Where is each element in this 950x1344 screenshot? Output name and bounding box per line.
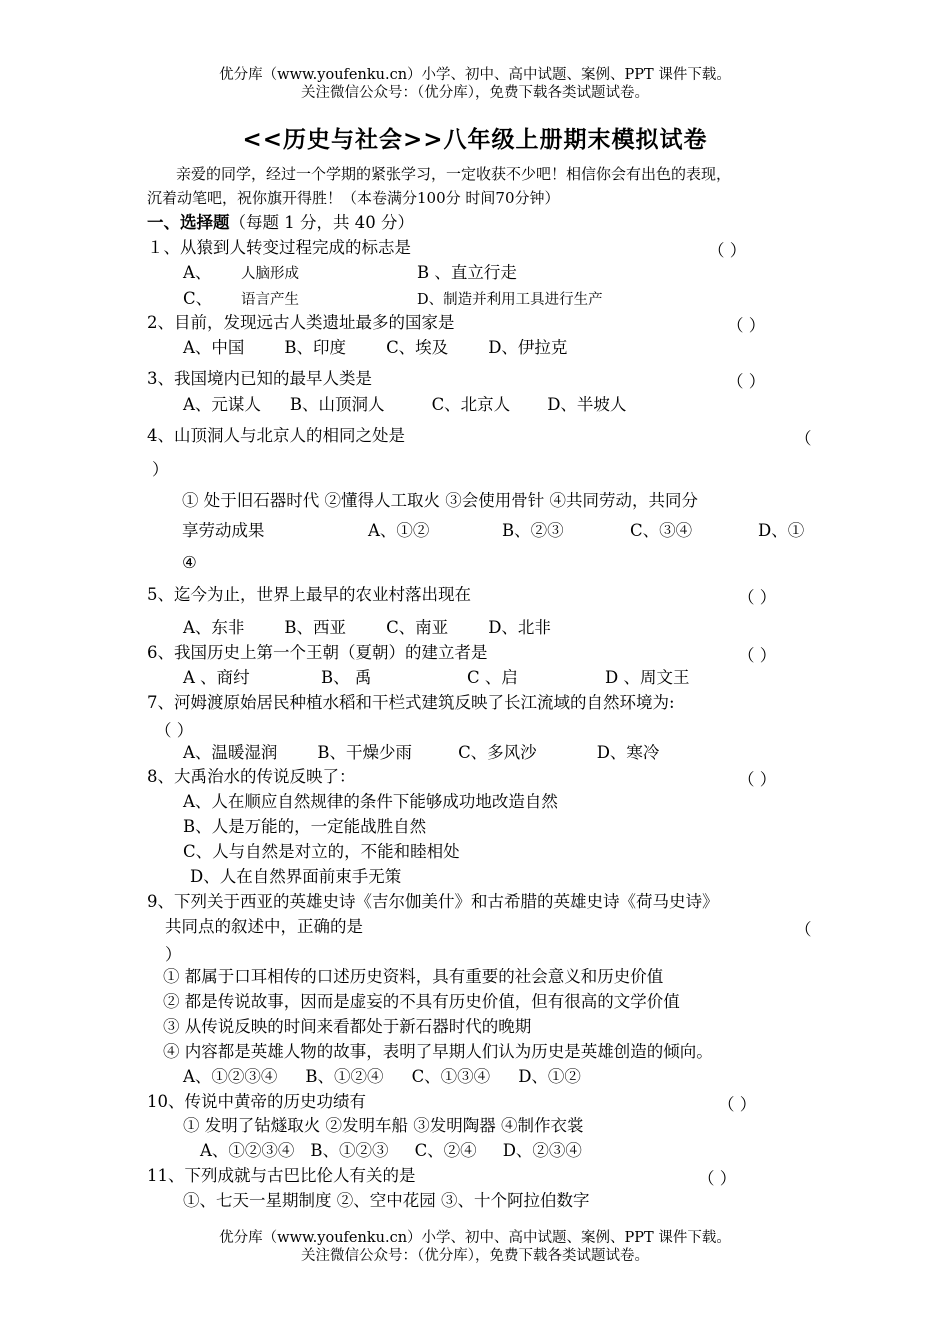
question-8-option-a: A、人在顺应自然规律的条件下能够成功地改造自然 <box>183 792 558 811</box>
question-4-stem: 4、山顶洞人与北京人的相同之处是 <box>147 426 405 445</box>
question-3-options <box>183 394 626 416</box>
question-3-option-d: D、半坡人 <box>547 395 627 414</box>
question-6-option-c: C 、启 <box>467 668 518 687</box>
question-10-options <box>200 1140 582 1162</box>
question-2-answer-blank: （ ） <box>727 316 766 335</box>
question-6-option-b: B、 禹 <box>321 668 372 687</box>
question-5-options <box>183 617 551 639</box>
question-8-option-b: B、人是万能的，一定能战胜自然 <box>183 817 427 836</box>
question-7-stem: 7、河姆渡原始居民种植水稻和干栏式建筑反映了长江流域的自然环境为: <box>147 693 675 712</box>
question-1-option-a-text: 人脑形成 <box>241 266 299 282</box>
question-9-stem: 9、下列关于西亚的英雄史诗《吉尔伽美什》和古希腊的英雄史诗《荷马史诗》 <box>147 892 719 911</box>
section-heading <box>147 212 414 234</box>
section-note: （每题 1 分，共 40 分） <box>229 213 414 232</box>
question-2-option-a: A、中国 <box>183 338 245 357</box>
question-5-option-b: B、西亚 <box>284 618 347 637</box>
page-title: <<历史与社会>>八年级上册期末模拟试卷 <box>242 126 708 153</box>
question-5-option-d: D、北非 <box>488 618 551 637</box>
question-9-statement-1: ① 都属于口耳相传的口述历史资料，具有重要的社会意义和历史价值 <box>163 967 664 986</box>
question-2-stem: 2、目前，发现远古人类遗址最多的国家是 <box>147 313 455 332</box>
question-3-stem: 3、我国境内已知的最早人类是 <box>147 369 372 388</box>
question-7-option-b: B、干燥少雨 <box>317 743 413 762</box>
question-8-answer-blank: （ ） <box>738 770 777 789</box>
question-9-option-d: D、①② <box>518 1067 581 1086</box>
question-7-option-a: A、温暖湿润 <box>183 743 278 762</box>
question-4-answer-blank-close: ） <box>152 460 169 479</box>
footer-line-2: 关注微信公众号：（优分库），免费下载各类试题试卷。 <box>301 1248 649 1264</box>
question-1-stem: １、从猿到人转变过程完成的标志是 <box>147 238 411 257</box>
question-4-option-d: D、① <box>758 521 805 540</box>
question-8-option-c: C、人与自然是对立的，不能和睦相处 <box>183 842 460 861</box>
page-footer <box>0 1229 950 1265</box>
page-header <box>0 66 950 102</box>
question-10-statements: ① 发明了钻燧取火 ②发明车船 ③发明陶器 ④制作衣裳 <box>183 1116 584 1135</box>
question-9-answer-blank-close: ） <box>165 945 182 964</box>
question-1-option-c-text: 语言产生 <box>241 292 299 308</box>
question-2-option-d: D、伊拉克 <box>488 338 568 357</box>
question-1-option-d: D、制造并利用工具进行生产 <box>417 292 603 308</box>
question-2-options <box>183 337 567 359</box>
section-title: 一、选择题 <box>147 213 230 232</box>
question-6-option-a: A 、商纣 <box>183 668 250 687</box>
question-9-options <box>183 1066 581 1088</box>
question-5-option-a: A、东非 <box>183 618 245 637</box>
question-10-option-c: C、②④ <box>414 1141 477 1160</box>
question-8-stem: 8、大禹治水的传说反映了： <box>147 767 356 786</box>
question-5-option-c: C、南亚 <box>386 618 449 637</box>
question-5-answer-blank: （ ） <box>738 588 777 607</box>
question-1-option-b: B 、直立行走 <box>417 263 517 282</box>
intro-line-1: 亲爱的同学，经过一个学期的紧张学习，一定收获不少吧！相信你会有出色的表现， <box>176 165 732 183</box>
question-9-statement-3: ③ 从传说反映的时间来看都处于新石器时代的晚期 <box>163 1017 532 1036</box>
question-10-option-d: D、②③④ <box>502 1141 582 1160</box>
question-7-options <box>183 742 659 764</box>
question-6-option-d: D 、周文王 <box>605 668 690 687</box>
question-4-option-b: B、②③ <box>502 521 564 540</box>
question-7-option-d: D、寒冷 <box>596 743 660 762</box>
question-11-stem: 11、下列成就与古巴比伦人有关的是 <box>147 1166 416 1185</box>
question-1-answer-blank: （ ） <box>708 241 747 260</box>
question-2-option-c: C、埃及 <box>386 338 449 357</box>
question-5-stem: 5、迄今为止，世界上最早的农业村落出现在 <box>147 585 471 604</box>
question-3-answer-blank: （ ） <box>727 372 766 391</box>
question-6-answer-blank: （ ） <box>738 646 777 665</box>
question-4-option-c: C、③④ <box>630 521 693 540</box>
question-6-stem: 6、我国历史上第一个王朝（夏朝）的建立者是 <box>147 643 488 662</box>
question-2-option-b: B、印度 <box>284 338 347 357</box>
intro-line-2: 沉着动笔吧，祝你旗开得胜！（本卷满分100分 时间70分钟） <box>147 189 560 207</box>
question-4-statements: ① 处于旧石器时代 ②懂得人工取火 ③会使用骨针 ④共同劳动，共同分 <box>182 491 698 510</box>
question-7-answer-blank: （ ） <box>155 721 194 740</box>
question-9-answer-blank-open: （ <box>795 920 812 939</box>
question-4-option-d-cont: ④ <box>182 553 197 572</box>
question-1-option-a-label: A、 <box>183 263 212 282</box>
question-10-option-b: B、①②③ <box>310 1141 389 1160</box>
question-10-option-a: A、①②③④ <box>200 1141 295 1160</box>
question-11-statements: ①、七天一星期制度 ②、空中花园 ③、十个阿拉伯数字 <box>183 1191 590 1210</box>
footer-line-1: 优分库（www.youfenku.cn）小学、初中、高中试题、案例、PPT 课件下载。 <box>219 1230 731 1246</box>
question-9-option-a: A、①②③④ <box>183 1067 278 1086</box>
question-3-option-c: C、北京人 <box>431 395 511 414</box>
question-9-stem-cont: 共同点的叙述中，正确的是 <box>165 917 363 936</box>
question-8-option-d: D、人在自然界面前束手无策 <box>190 867 402 886</box>
question-10-stem: 10、传说中黄帝的历史功绩有 <box>147 1092 366 1111</box>
question-3-option-b: B、山顶洞人 <box>289 395 385 414</box>
question-1-option-c-label: C、 <box>183 289 213 308</box>
question-10-answer-blank: （ ） <box>718 1095 757 1114</box>
question-4-option-a: A、①② <box>368 521 430 540</box>
question-9-option-c: C、①③④ <box>411 1067 491 1086</box>
question-9-statement-2: ② 都是传说故事，因而是虚妄的不具有历史价值，但有很高的文学价值 <box>163 992 680 1011</box>
question-4-answer-blank-open: （ <box>795 429 812 448</box>
question-9-option-b: B、①②④ <box>305 1067 384 1086</box>
question-11-answer-blank: （ ） <box>698 1169 737 1188</box>
header-line-2: 关注微信公众号：（优分库），免费下载各类试题试卷。 <box>301 85 649 101</box>
question-7-option-c: C、多风沙 <box>458 743 537 762</box>
question-9-statement-4: ④ 内容都是英雄人物的故事，表明了早期人们认为历史是英雄创造的倾向。 <box>163 1042 713 1061</box>
question-3-option-a: A、元谋人 <box>183 395 261 414</box>
header-line-1: 优分库（www.youfenku.cn）小学、初中、高中试题、案例、PPT 课件下载。 <box>219 67 731 83</box>
question-4-statements-cont: 享劳动成果 <box>182 521 265 540</box>
